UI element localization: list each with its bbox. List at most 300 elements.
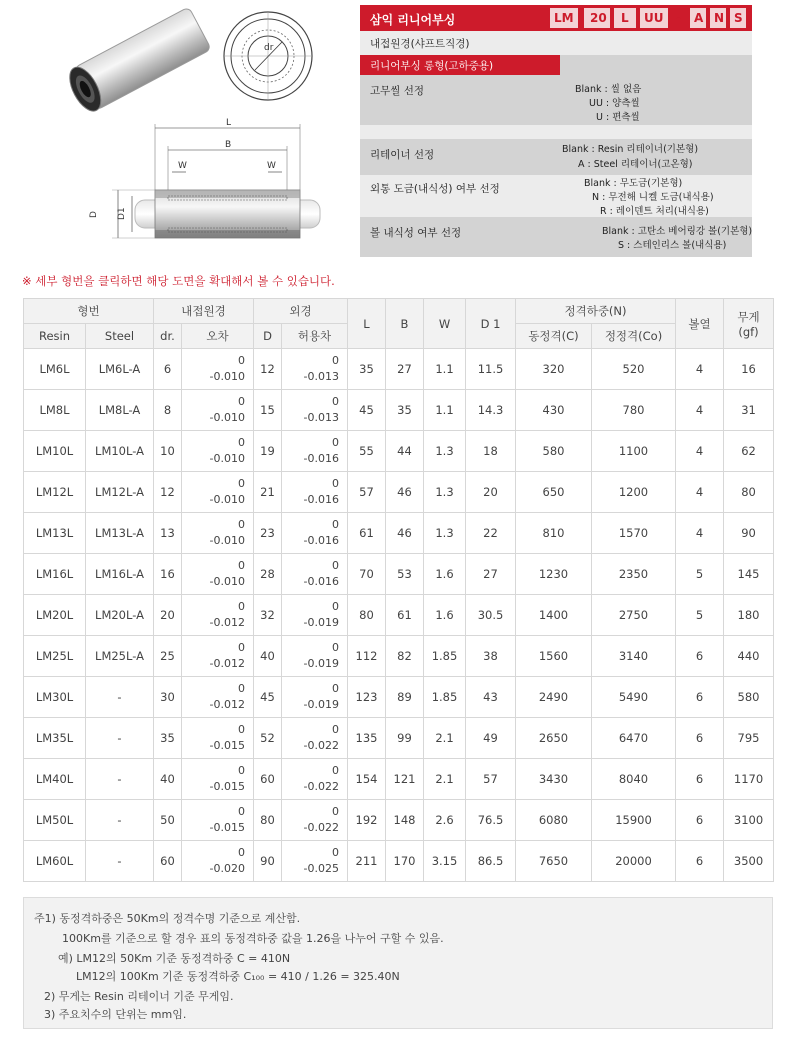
- cell-dynamic-load: 3430: [516, 759, 592, 800]
- cell-steel-model: -: [86, 841, 154, 882]
- tolerance-upper: 0: [332, 846, 339, 859]
- cell-resin-model[interactable]: LM35L: [24, 718, 86, 759]
- legend-rubber-seal-opt-blank: Blank : 씰 없음: [575, 84, 642, 95]
- cell-B: 53: [386, 554, 424, 595]
- dim-dr-label: dr: [264, 43, 274, 53]
- cell-ball-rows: 6: [676, 636, 724, 677]
- cell-ball-rows: 5: [676, 554, 724, 595]
- cell-D: 12: [254, 349, 282, 390]
- table-row: [24, 636, 774, 677]
- dim-W-right-label: W: [267, 161, 276, 171]
- tolerance-upper: 0: [238, 764, 245, 777]
- cell-dr: 35: [154, 718, 182, 759]
- footnote-1-calc: LM12의 100Km 기준 동정격하중 C₁₀₀ = 410 / 1.26 = 325.40N: [76, 970, 400, 983]
- cell-B: 61: [386, 595, 424, 636]
- legend-plating-opt-n: N : 무전해 니켈 도금(내식용): [592, 192, 714, 203]
- tolerance-upper: 0: [238, 723, 245, 736]
- cell-weight: 180: [724, 595, 774, 636]
- cell-L: 80: [348, 595, 386, 636]
- tolerance-upper: 0: [332, 764, 339, 777]
- product-figure: [0, 0, 360, 260]
- table-row: [24, 390, 774, 431]
- th-tol: 오차: [182, 324, 254, 349]
- cell-weight: 3100: [724, 800, 774, 841]
- cell-steel-model[interactable]: LM10L-A: [86, 431, 154, 472]
- tolerance-upper: 0: [332, 477, 339, 490]
- cell-ball-rows: 4: [676, 472, 724, 513]
- tolerance-lower: -0.019: [303, 616, 339, 629]
- th-W: W: [424, 299, 466, 349]
- tolerance-upper: 0: [332, 518, 339, 531]
- legend-plating-opt-r: R : 레이덴트 처리(내식용): [600, 206, 709, 217]
- cell-D: 45: [254, 677, 282, 718]
- legend-row-ball: [360, 217, 752, 257]
- cell-L: 192: [348, 800, 386, 841]
- cell-W: 1.3: [424, 513, 466, 554]
- cell-dr-tolerance: [182, 759, 254, 800]
- cell-static-load: 2750: [592, 595, 676, 636]
- tolerance-upper: 0: [238, 682, 245, 695]
- cell-steel-model[interactable]: LM8L-A: [86, 390, 154, 431]
- cell-W: 1.3: [424, 472, 466, 513]
- th-rated: 정격하중(N): [516, 299, 676, 324]
- cell-D: 15: [254, 390, 282, 431]
- code-20: 20: [590, 11, 607, 25]
- spec-table: [23, 298, 774, 882]
- cell-resin-model[interactable]: LM16L: [24, 554, 86, 595]
- cell-weight: 31: [724, 390, 774, 431]
- tolerance-lower: -0.022: [303, 739, 339, 752]
- tolerance-upper: 0: [332, 682, 339, 695]
- cell-D: 80: [254, 800, 282, 841]
- cell-steel-model[interactable]: LM16L-A: [86, 554, 154, 595]
- cell-dr: 13: [154, 513, 182, 554]
- cell-dr: 20: [154, 595, 182, 636]
- cell-D: 40: [254, 636, 282, 677]
- th-inner: 내접원경: [154, 299, 254, 324]
- tolerance-lower: -0.012: [209, 657, 245, 670]
- tolerance-upper: 0: [332, 805, 339, 818]
- cell-resin-model[interactable]: LM60L: [24, 841, 86, 882]
- cell-L: 45: [348, 390, 386, 431]
- table-row: [24, 431, 774, 472]
- cell-dr-tolerance: [182, 718, 254, 759]
- tolerance-lower: -0.015: [209, 739, 245, 752]
- table-row: [24, 841, 774, 882]
- legend-rubber-seal-opt-uu: UU : 양측씰: [589, 98, 640, 109]
- cell-resin-model[interactable]: LM25L: [24, 636, 86, 677]
- cell-D1: 86.5: [466, 841, 516, 882]
- cell-dynamic-load: 2490: [516, 677, 592, 718]
- cell-steel-model: -: [86, 677, 154, 718]
- footnote-1-example: 예) LM12의 50Km 기준 동정격하중 C = 410N: [58, 952, 291, 965]
- dim-L-label: L: [226, 118, 232, 128]
- table-row: [24, 554, 774, 595]
- th-weight-unit: (gf): [738, 324, 759, 339]
- cell-resin-model[interactable]: LM50L: [24, 800, 86, 841]
- tolerance-upper: 0: [332, 395, 339, 408]
- cell-L: 135: [348, 718, 386, 759]
- cell-weight: 90: [724, 513, 774, 554]
- cell-dr-tolerance: [182, 554, 254, 595]
- cell-static-load: 5490: [592, 677, 676, 718]
- cell-static-load: 1570: [592, 513, 676, 554]
- cell-weight: 80: [724, 472, 774, 513]
- cell-dr-tolerance: [182, 677, 254, 718]
- cell-resin-model[interactable]: LM12L: [24, 472, 86, 513]
- cell-dr: 10: [154, 431, 182, 472]
- code-lm: LM: [554, 11, 574, 25]
- cell-D1: 38: [466, 636, 516, 677]
- cell-L: 70: [348, 554, 386, 595]
- th-steel: Steel: [86, 324, 154, 349]
- cell-resin-model[interactable]: LM40L: [24, 759, 86, 800]
- tolerance-lower: -0.010: [209, 493, 245, 506]
- th-dynamic: 동정격(C): [516, 324, 592, 349]
- cell-dr-tolerance: [182, 349, 254, 390]
- th-resin: Resin: [24, 324, 86, 349]
- code-n: N: [714, 11, 725, 25]
- cell-B: 46: [386, 513, 424, 554]
- legend-row-rubber-seal: [360, 79, 752, 125]
- cell-D1: 27: [466, 554, 516, 595]
- cell-D-tolerance: [282, 841, 348, 882]
- cell-resin-model[interactable]: LM30L: [24, 677, 86, 718]
- cell-steel-model: -: [86, 800, 154, 841]
- cell-B: 27: [386, 349, 424, 390]
- cell-dynamic-load: 580: [516, 431, 592, 472]
- cell-dr: 12: [154, 472, 182, 513]
- cell-D1: 43: [466, 677, 516, 718]
- cell-static-load: 1200: [592, 472, 676, 513]
- tolerance-upper: 0: [332, 600, 339, 613]
- cell-B: 46: [386, 472, 424, 513]
- legend-retainer-label: 리테이너 선정: [370, 149, 435, 161]
- cell-W: 1.3: [424, 431, 466, 472]
- legend-ball-opt-blank: Blank : 고탄소 베어링강 볼(기본형): [602, 226, 753, 237]
- cell-B: 44: [386, 431, 424, 472]
- tolerance-upper: 0: [332, 641, 339, 654]
- legend-rubber-seal-opt-u: U : 편측씰: [596, 112, 640, 123]
- cell-L: 57: [348, 472, 386, 513]
- th-outer: 외경: [254, 299, 348, 324]
- cell-dr-tolerance: [182, 431, 254, 472]
- cell-resin-model[interactable]: LM8L: [24, 390, 86, 431]
- cell-L: 123: [348, 677, 386, 718]
- cell-D1: 76.5: [466, 800, 516, 841]
- tolerance-lower: -0.015: [209, 780, 245, 793]
- th-static: 정정격(Co): [592, 324, 676, 349]
- cell-D: 28: [254, 554, 282, 595]
- cell-D-tolerance: [282, 595, 348, 636]
- tolerance-upper: 0: [238, 846, 245, 859]
- th-dr: dr.: [154, 324, 182, 349]
- table-row: [24, 800, 774, 841]
- cell-dr: 25: [154, 636, 182, 677]
- tolerance-upper: 0: [238, 641, 245, 654]
- legend-row-plating: [360, 175, 752, 217]
- cell-dynamic-load: 1560: [516, 636, 592, 677]
- tolerance-upper: 0: [332, 559, 339, 572]
- tolerance-lower: -0.016: [303, 534, 339, 547]
- cell-D1: 22: [466, 513, 516, 554]
- cell-dynamic-load: 1400: [516, 595, 592, 636]
- th-balls: 볼열: [676, 299, 724, 349]
- footnotes: [23, 897, 773, 1029]
- cell-D: 60: [254, 759, 282, 800]
- table-row: [24, 349, 774, 390]
- cell-dr-tolerance: [182, 636, 254, 677]
- code-dash: -: [676, 11, 681, 25]
- side-view: [89, 118, 320, 238]
- table-row: [24, 472, 774, 513]
- th-weight-label: 무게: [737, 309, 760, 324]
- cell-dr-tolerance: [182, 390, 254, 431]
- cell-ball-rows: 6: [676, 677, 724, 718]
- cell-B: 148: [386, 800, 424, 841]
- cell-D: 21: [254, 472, 282, 513]
- cell-dynamic-load: 430: [516, 390, 592, 431]
- cell-B: 170: [386, 841, 424, 882]
- tolerance-lower: -0.020: [209, 862, 245, 875]
- cell-D-tolerance: [282, 800, 348, 841]
- dim-W-left-label: W: [178, 161, 187, 171]
- cell-D-tolerance: [282, 472, 348, 513]
- cell-dr-tolerance: [182, 472, 254, 513]
- tolerance-lower: -0.025: [303, 862, 339, 875]
- cell-D-tolerance: [282, 349, 348, 390]
- tolerance-lower: -0.016: [303, 493, 339, 506]
- tolerance-lower: -0.010: [209, 370, 245, 383]
- end-view: [224, 12, 312, 100]
- cell-static-load: 780: [592, 390, 676, 431]
- tolerance-upper: 0: [238, 518, 245, 531]
- footnote-2: 2) 무게는 Resin 리테이너 기준 무게임.: [44, 990, 234, 1003]
- cell-D-tolerance: [282, 431, 348, 472]
- code-a: A: [694, 11, 704, 25]
- cell-static-load: 6470: [592, 718, 676, 759]
- cell-B: 82: [386, 636, 424, 677]
- cell-weight: 62: [724, 431, 774, 472]
- cell-B: 99: [386, 718, 424, 759]
- th-model: 형번: [24, 299, 154, 324]
- cell-dr: 8: [154, 390, 182, 431]
- spec-table-body: [24, 349, 774, 882]
- cell-D: 23: [254, 513, 282, 554]
- legend-row-inner-dia: [360, 31, 752, 55]
- cell-steel-model[interactable]: LM6L-A: [86, 349, 154, 390]
- bushing-photo: [63, 7, 211, 116]
- cell-D: 19: [254, 431, 282, 472]
- footnote-3: 3) 주요치수의 단위는 mm임.: [44, 1008, 187, 1021]
- cell-D-tolerance: [282, 390, 348, 431]
- cell-W: 2.6: [424, 800, 466, 841]
- table-row: [24, 718, 774, 759]
- cell-ball-rows: 6: [676, 841, 724, 882]
- cell-D1: 49: [466, 718, 516, 759]
- tolerance-lower: -0.019: [303, 657, 339, 670]
- cell-D: 32: [254, 595, 282, 636]
- cell-ball-rows: 6: [676, 800, 724, 841]
- tolerance-upper: 0: [238, 805, 245, 818]
- cell-W: 1.85: [424, 677, 466, 718]
- table-row: [24, 513, 774, 554]
- cell-dynamic-load: 2650: [516, 718, 592, 759]
- tolerance-upper: 0: [238, 354, 245, 367]
- legend-ball-opt-s: S : 스테인리스 볼(내식용): [618, 240, 727, 251]
- table-row: [24, 759, 774, 800]
- cell-static-load: 20000: [592, 841, 676, 882]
- tolerance-lower: -0.012: [209, 616, 245, 629]
- cell-W: 1.1: [424, 349, 466, 390]
- tolerance-lower: -0.016: [303, 452, 339, 465]
- cell-resin-model[interactable]: LM10L: [24, 431, 86, 472]
- bushing-drawing: [0, 0, 360, 260]
- tolerance-upper: 0: [332, 723, 339, 736]
- cell-D: 90: [254, 841, 282, 882]
- cell-weight: 145: [724, 554, 774, 595]
- cell-dr-tolerance: [182, 595, 254, 636]
- tolerance-upper: 0: [238, 395, 245, 408]
- dim-D1-label: D1: [117, 207, 127, 220]
- cell-L: 61: [348, 513, 386, 554]
- tolerance-lower: -0.012: [209, 698, 245, 711]
- tolerance-lower: -0.019: [303, 698, 339, 711]
- tolerance-lower: -0.015: [209, 821, 245, 834]
- cell-L: 55: [348, 431, 386, 472]
- tolerance-lower: -0.022: [303, 780, 339, 793]
- tolerance-lower: -0.022: [303, 821, 339, 834]
- cell-dynamic-load: 7650: [516, 841, 592, 882]
- th-D1: D 1: [466, 299, 516, 349]
- footnote-1-detail: 100Km를 기준으로 할 경우 표의 동정격하중 값을 1.26을 나누어 구할 수 있음.: [62, 932, 444, 945]
- cell-static-load: 3140: [592, 636, 676, 677]
- legend-plating-label: 외통 도금(내식성) 여부 선정: [370, 183, 500, 195]
- cell-weight: 440: [724, 636, 774, 677]
- cell-weight: 16: [724, 349, 774, 390]
- legend-row-type: [360, 55, 560, 75]
- tolerance-lower: -0.010: [209, 411, 245, 424]
- cell-weight: 795: [724, 718, 774, 759]
- cell-dr: 40: [154, 759, 182, 800]
- cell-dynamic-load: 810: [516, 513, 592, 554]
- tolerance-upper: 0: [332, 436, 339, 449]
- table-row: [24, 677, 774, 718]
- tolerance-lower: -0.016: [303, 575, 339, 588]
- cell-D1: 11.5: [466, 349, 516, 390]
- cell-dynamic-load: 6080: [516, 800, 592, 841]
- th-D: D: [254, 324, 282, 349]
- cell-dr-tolerance: [182, 513, 254, 554]
- cell-D-tolerance: [282, 636, 348, 677]
- cell-ball-rows: 4: [676, 431, 724, 472]
- cell-D1: 20: [466, 472, 516, 513]
- legend-plating-opt-blank: Blank : 무도금(기본형): [584, 178, 683, 189]
- th-B: B: [386, 299, 424, 349]
- dim-B-label: B: [225, 140, 232, 150]
- cell-W: 3.15: [424, 841, 466, 882]
- cell-weight: 580: [724, 677, 774, 718]
- cell-resin-model[interactable]: LM20L: [24, 595, 86, 636]
- cell-weight: 1170: [724, 759, 774, 800]
- dim-D-label: D: [89, 211, 99, 218]
- tolerance-lower: -0.013: [303, 370, 339, 383]
- cell-dr-tolerance: [182, 800, 254, 841]
- cell-dr: 60: [154, 841, 182, 882]
- legend-retainer-opt-a: A : Steel 리테이너(고온형): [578, 159, 693, 170]
- cell-W: 2.1: [424, 759, 466, 800]
- cell-static-load: 520: [592, 349, 676, 390]
- legend-type-label: 리니어부싱 롱형(고하중용): [370, 60, 494, 72]
- cell-steel-model[interactable]: LM25L-A: [86, 636, 154, 677]
- cell-static-load: 15900: [592, 800, 676, 841]
- legend-inner-dia-label: 내접원경(샤프트직경): [370, 38, 470, 50]
- cell-L: 154: [348, 759, 386, 800]
- tolerance-lower: -0.010: [209, 575, 245, 588]
- footnote-1: 주1) 동정격하중은 50Km의 정격수명 기준으로 계산함.: [34, 912, 301, 925]
- cell-resin-model[interactable]: LM13L: [24, 513, 86, 554]
- legend-row-retainer: [360, 139, 752, 175]
- cell-ball-rows: 6: [676, 718, 724, 759]
- cell-D-tolerance: [282, 759, 348, 800]
- cell-dr: 50: [154, 800, 182, 841]
- cell-static-load: 8040: [592, 759, 676, 800]
- cell-dr-tolerance: [182, 841, 254, 882]
- cell-steel-model: -: [86, 759, 154, 800]
- cell-steel-model: -: [86, 718, 154, 759]
- cell-W: 2.1: [424, 718, 466, 759]
- th-L: L: [348, 299, 386, 349]
- th-allow: 허용차: [282, 324, 348, 349]
- cell-dr: 16: [154, 554, 182, 595]
- legend-title: 삼익 리니어부싱: [370, 13, 456, 27]
- legend-spacer: [360, 125, 752, 139]
- cell-dynamic-load: 1230: [516, 554, 592, 595]
- cell-ball-rows: 5: [676, 595, 724, 636]
- cell-B: 35: [386, 390, 424, 431]
- cell-steel-model[interactable]: LM12L-A: [86, 472, 154, 513]
- legend-ball-label: 볼 내식성 여부 선정: [370, 227, 462, 239]
- table-row: [24, 595, 774, 636]
- cell-resin-model[interactable]: LM6L: [24, 349, 86, 390]
- cell-L: 211: [348, 841, 386, 882]
- cell-D1: 30.5: [466, 595, 516, 636]
- cell-steel-model[interactable]: LM13L-A: [86, 513, 154, 554]
- cell-B: 121: [386, 759, 424, 800]
- cell-D-tolerance: [282, 513, 348, 554]
- code-s: S: [734, 11, 743, 25]
- cell-W: 1.6: [424, 595, 466, 636]
- legend-retainer-opt-blank: Blank : Resin 리테이너(기본형): [562, 144, 699, 155]
- legend-rubber-seal-label: 고무씰 선정: [370, 85, 425, 97]
- cell-ball-rows: 4: [676, 513, 724, 554]
- cell-static-load: 2350: [592, 554, 676, 595]
- cell-steel-model[interactable]: LM20L-A: [86, 595, 154, 636]
- code-uu: UU: [644, 11, 664, 25]
- model-code-legend: [360, 5, 752, 257]
- cell-ball-rows: 4: [676, 390, 724, 431]
- cell-W: 1.6: [424, 554, 466, 595]
- cell-B: 89: [386, 677, 424, 718]
- cell-L: 35: [348, 349, 386, 390]
- cell-dr: 6: [154, 349, 182, 390]
- cell-D1: 18: [466, 431, 516, 472]
- tolerance-upper: 0: [238, 559, 245, 572]
- cell-D: 52: [254, 718, 282, 759]
- click-instruction: ※ 세부 형번을 클릭하면 해당 도면을 확대해서 볼 수 있습니다.: [22, 274, 335, 288]
- cell-D-tolerance: [282, 554, 348, 595]
- cell-D1: 57: [466, 759, 516, 800]
